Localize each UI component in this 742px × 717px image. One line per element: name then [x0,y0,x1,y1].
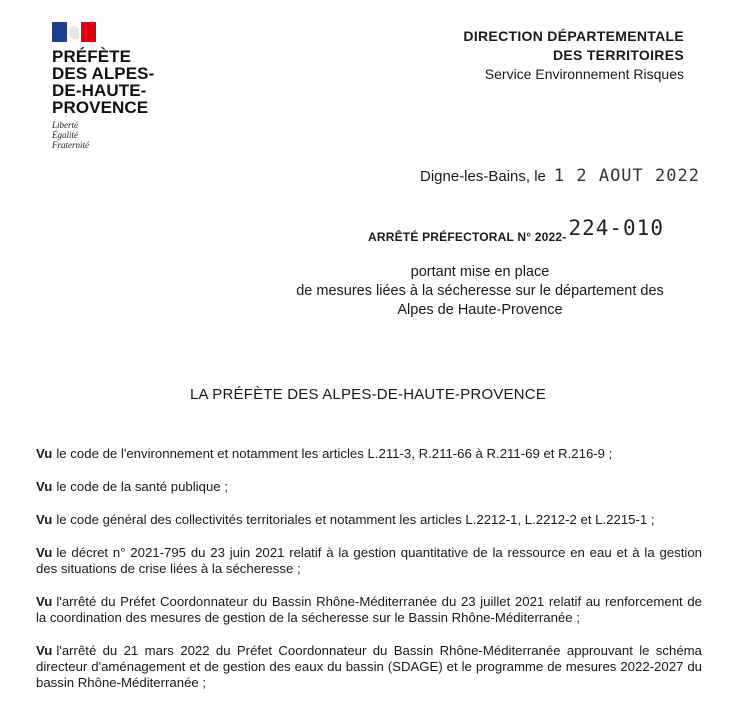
logo-name [52,48,192,116]
vu-lead: Vu [36,643,53,658]
authority-text: LA PRÉFÈTE DES ALPES-DE-HAUTE-PROVENCE [189,386,547,403]
date-prefix: Digne-les-Bains, le [420,168,546,185]
motto-line: Liberté [52,120,78,130]
object-line: portant mise en place [410,264,550,280]
issuing-department [463,27,684,84]
vu-text: le code de l'environnement et notamment les articles L.211-3, R.211-66 à R.211-69 et R.216-9 ; [56,446,613,461]
vu-text: le code général des collectivités territoriales et notamment les articles L.2212-1, L.2212-2 et L.2215-1 ; [56,512,655,527]
object-line: de mesures liées à la sécheresse sur le département des [296,283,664,299]
vu-text: le code de la santé publique ; [56,479,228,494]
arrete-number-line [368,216,664,246]
logo-name-line: PROVENCE [52,98,149,117]
arrete-label: ARRÊTÉ PRÉFECTORAL N° 2022- [368,230,567,244]
vu-paragraph [36,545,702,577]
department-line-2: DES TERRITOIRES [552,47,684,63]
motto-line: Fraternité [52,140,89,150]
vu-paragraph [36,512,702,528]
vu-list [36,446,702,708]
logo-name-line: DES ALPES- [52,64,155,83]
date-line [420,166,700,186]
vu-paragraph [36,643,702,691]
authority-heading [0,386,742,403]
prefecture-logo [52,22,192,150]
arrete-object [260,263,700,320]
logo-name-line: DE-HAUTE- [52,81,147,100]
vu-lead: Vu [36,479,53,494]
vu-text: l'arrêté du Préfet Coordonnateur du Bassin Rhône-Méditerranée du 23 juillet 2021 relatif au renforcement de la coordination des mesures de gestion de la sécheresse sur le Bassin Rhône-Méditerranée ; [36,594,702,625]
vu-paragraph [36,479,702,495]
date-stamp: 1 2 AOUT 2022 [553,166,700,186]
service-name: Service Environnement Risques [484,66,684,82]
department-line-1: DIRECTION DÉPARTEMENTALE [463,28,684,44]
vu-paragraph [36,594,702,626]
vu-paragraph [36,446,702,462]
object-line: Alpes de Haute-Provence [397,302,563,318]
vu-lead: Vu [36,594,53,609]
vu-lead: Vu [36,545,53,560]
vu-lead: Vu [36,446,53,461]
vu-text: l'arrêté du 21 mars 2022 du Préfet Coordonnateur du Bassin Rhône-Méditerranée approuvant le schéma directeur d'aménagement et de gestion des eaux du bassin (SDAGE) et le programme de mesures 2022-2027 du bassin Rhône-Méditerranée ; [36,643,702,690]
republic-motto [52,120,192,150]
arrete-handwritten-number: 224-010 [568,216,664,240]
motto-line: Égalité [52,130,78,140]
vu-lead: Vu [36,512,53,527]
french-flag-icon [52,22,96,42]
vu-text: le décret n° 2021-795 du 23 juin 2021 relatif à la gestion quantitative de la ressource en eau et à la gestion des situations de crise liées à la sécheresse ; [36,545,702,576]
logo-name-line: PRÉFÈTE [52,47,132,66]
